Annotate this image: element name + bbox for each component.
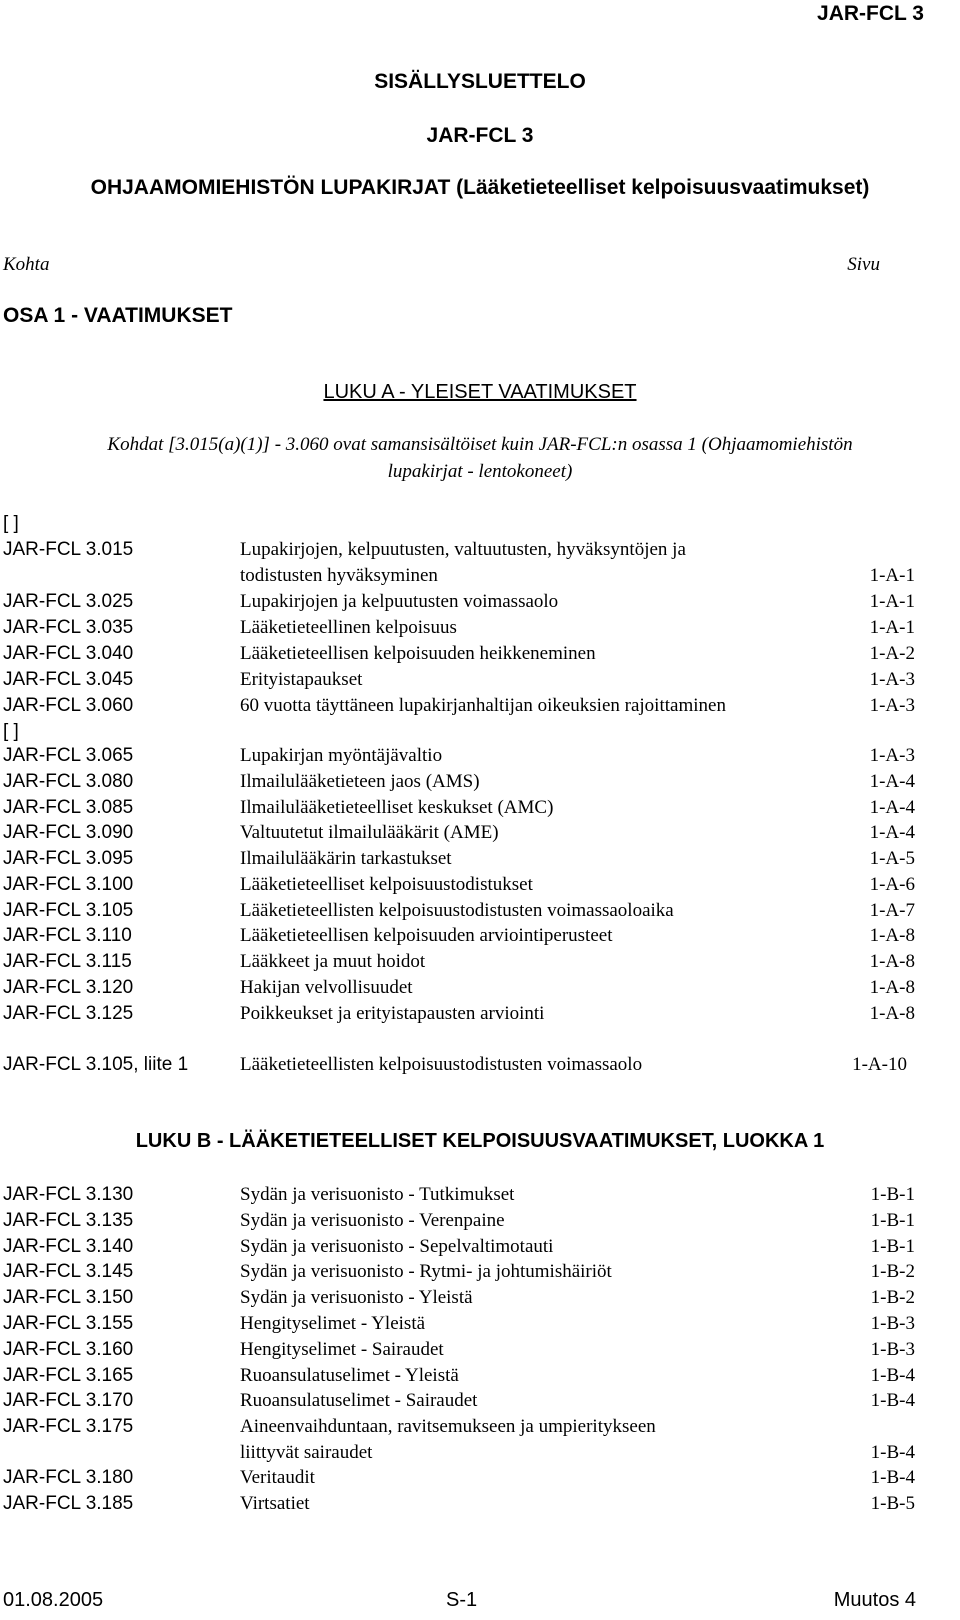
toc-row-code: JAR-FCL 3.045 [3, 668, 134, 690]
toc-row [3, 975, 915, 1001]
toc-row-page: 1-A-10 [852, 1054, 907, 1075]
toc-row-code: JAR-FCL 3.095 [3, 848, 134, 869]
toc-row-continuation [3, 563, 915, 589]
toc-row-page: 1-A-8 [869, 1002, 915, 1024]
toc-row [3, 1337, 915, 1363]
toc-row-description: Aineenvaihduntaan, ravitsemukseen ja umpieritykseen [240, 1416, 656, 1437]
chapter-a-note-line2: lupakirjat - lentokoneet) [387, 461, 573, 482]
toc-row-description: Lääkkeet ja muut hoidot [240, 951, 426, 972]
toc-row-page: 1-B-2 [870, 1261, 915, 1283]
toc-row-description: Lääketieteellisen kelpoisuuden arviointiperusteet [240, 925, 613, 947]
toc-row-page: 1-A-2 [869, 642, 915, 664]
toc-row-description: Sydän ja verisuonisto - Rytmi- ja johtumishäiriöt [240, 1261, 612, 1283]
toc-row [3, 1285, 915, 1311]
toc-row-code: JAR-FCL 3.185 [3, 1493, 134, 1514]
footer-date: 01.08.2005 [3, 1589, 104, 1611]
toc-row-description: Lupakirjan myöntäjävaltio [240, 745, 443, 766]
toc-row-code: JAR-FCL 3.065 [3, 745, 134, 766]
toc-row-code: JAR-FCL 3.180 [3, 1467, 134, 1488]
toc-row [3, 1259, 915, 1285]
toc-row-code: JAR-FCL 3.035 [3, 616, 134, 638]
toc-row-code: JAR-FCL 3.140 [3, 1235, 134, 1257]
toc-row-code: JAR-FCL 3.165 [3, 1364, 134, 1386]
toc-row-page: 1-A-8 [869, 925, 915, 947]
toc-row-code: JAR-FCL 3.115 [3, 951, 132, 972]
toc-row-description: Lupakirjojen, kelpuutusten, valtuutusten, hyväksyntöjen ja [240, 539, 686, 560]
toc-row-code: JAR-FCL 3.105, liite 1 [3, 1054, 189, 1075]
toc-row [3, 846, 915, 872]
toc-row [3, 795, 915, 821]
toc-row-code: JAR-FCL 3.175 [3, 1416, 134, 1437]
toc-row-description: Ilmailulääkärin tarkastukset [240, 848, 452, 869]
toc-row-description: Ilmailulääketieteelliset keskukset (AMC) [240, 796, 554, 818]
toc-row-page: 1-A-3 [869, 668, 915, 690]
toc-title: SISÄLLYSLUETTELO [374, 70, 586, 93]
toc-row-code: JAR-FCL 3.110 [3, 925, 132, 947]
toc-row-code: JAR-FCL 3.120 [3, 976, 134, 998]
toc-row-description: Erityistapaukset [240, 668, 363, 690]
toc-row-page: 1-A-4 [869, 796, 915, 818]
toc-row-description: Veritaudit [240, 1467, 315, 1488]
toc-row-description: Sydän ja verisuonisto - Verenpaine [240, 1209, 505, 1231]
toc-row-page: 1-B-4 [870, 1364, 915, 1386]
toc-row-page: 1-B-4 [870, 1467, 915, 1488]
toc-row-code: JAR-FCL 3.040 [3, 642, 134, 664]
toc-row-description: Hakijan velvollisuudet [240, 976, 413, 998]
toc-row-code: JAR-FCL 3.130 [3, 1184, 134, 1205]
toc-row [3, 898, 915, 924]
toc-row-code: JAR-FCL 3.170 [3, 1390, 134, 1412]
toc-row [3, 1388, 915, 1414]
toc-row-description: Lääketieteellisten kelpoisuustodistusten voimassaoloaika [240, 899, 674, 921]
toc-row [3, 1001, 915, 1027]
toc-row-code: JAR-FCL 3.080 [3, 770, 134, 792]
toc-row-description: Hengityselimet - Yleistä [240, 1313, 426, 1334]
toc-row-code: JAR-FCL 3.090 [3, 822, 134, 844]
toc-row-code: JAR-FCL 3.125 [3, 1002, 134, 1024]
toc-row [3, 537, 915, 563]
toc-row-page: 1-A-1 [869, 616, 915, 638]
toc-row-description: liittyvät sairaudet [240, 1442, 373, 1463]
toc-row-description: Lääketieteellisten kelpoisuustodistusten voimassaolo [240, 1054, 643, 1075]
toc-row-page: 1-A-4 [869, 770, 915, 792]
toc-row-page: 1-A-3 [869, 745, 915, 766]
toc-row-description: Sydän ja verisuonisto - Tutkimukset [240, 1184, 515, 1205]
toc-row-description: Lääketieteellinen kelpoisuus [240, 616, 457, 638]
toc-row [3, 615, 915, 641]
toc-row [3, 1491, 915, 1517]
toc-row-page: 1-B-5 [870, 1493, 915, 1514]
appendix-row [3, 1052, 907, 1078]
toc-row [3, 769, 915, 795]
toc-row [3, 1363, 915, 1389]
omission-bracket: [ ] [3, 513, 19, 534]
toc-row-code: JAR-FCL 3.085 [3, 796, 134, 818]
toc-row-description: Lääketieteellisen kelpoisuuden heikkeneminen [240, 642, 596, 664]
toc-row [3, 1311, 915, 1337]
column-header-kohta: Kohta [3, 254, 50, 275]
toc-row [3, 923, 915, 949]
toc-row-page: 1-A-6 [869, 873, 915, 895]
toc-row-page: 1-B-4 [870, 1442, 915, 1463]
toc-row-page: 1-A-7 [869, 899, 915, 921]
column-header-sivu: Sivu [847, 254, 880, 275]
toc-row [3, 743, 915, 769]
toc-row-code: JAR-FCL 3.025 [3, 591, 134, 612]
toc-row-page: 1-A-1 [869, 591, 915, 612]
toc-row [3, 693, 915, 719]
toc-subtitle: JAR-FCL 3 [426, 124, 534, 147]
toc-row-description: Sydän ja verisuonisto - Yleistä [240, 1287, 473, 1309]
toc-row [3, 1208, 915, 1234]
toc-row-code: JAR-FCL 3.155 [3, 1313, 134, 1334]
toc-row [3, 1234, 915, 1260]
toc-row [3, 949, 915, 975]
toc-row-page: 1-B-2 [870, 1287, 915, 1309]
toc-row-code: JAR-FCL 3.150 [3, 1287, 134, 1309]
toc-row [3, 872, 915, 898]
toc-row-code: JAR-FCL 3.160 [3, 1338, 134, 1360]
toc-row [3, 820, 915, 846]
toc-row [3, 667, 915, 693]
part-heading: OSA 1 - VAATIMUKSET [3, 304, 233, 327]
toc-row-description: Ruoansulatuselimet - Sairaudet [240, 1390, 478, 1412]
chapter-b-heading: LUKU B - LÄÄKETIETEELLISET KELPOISUUSVAATIMUKSET, LUOKKA 1 [135, 1130, 825, 1152]
toc-row [3, 1182, 915, 1208]
toc-row-description: Hengityselimet - Sairaudet [240, 1338, 444, 1360]
toc-row-description: 60 vuotta täyttäneen lupakirjanhaltijan oikeuksien rajoittaminen [240, 694, 726, 716]
toc-row-page: 1-A-4 [869, 822, 915, 844]
toc-row-description: todistusten hyväksyminen [240, 565, 438, 586]
toc-row-page: 1-B-4 [870, 1390, 915, 1412]
toc-row-code: JAR-FCL 3.100 [3, 873, 134, 895]
toc-row-page: 1-A-8 [869, 976, 915, 998]
toc-row-page: 1-A-1 [869, 565, 915, 586]
toc-row-description: Virtsatiet [240, 1493, 310, 1514]
toc-row-code: JAR-FCL 3.060 [3, 694, 134, 716]
chapter-a-heading: LUKU A - YLEISET VAATIMUKSET [323, 381, 637, 403]
header-doc-id: JAR-FCL 3 [817, 2, 924, 25]
toc-row-code: JAR-FCL 3.105 [3, 899, 134, 921]
toc-row-page: 1-B-1 [870, 1235, 915, 1257]
toc-row-description: Lupakirjojen ja kelpuutusten voimassaolo [240, 591, 559, 612]
toc-row [3, 1414, 915, 1440]
toc-row-description: Ruoansulatuselimet - Yleistä [240, 1364, 459, 1386]
document-title: OHJAAMOMIEHISTÖN LUPAKIRJAT (Lääketieteelliset kelpoisuusvaatimukset) [90, 176, 870, 199]
toc-row-page: 1-A-3 [869, 694, 915, 716]
toc-row-code: JAR-FCL 3.135 [3, 1209, 134, 1231]
toc-row [3, 1465, 915, 1491]
toc-row-code: JAR-FCL 3.145 [3, 1261, 134, 1283]
toc-row-description: Lääketieteelliset kelpoisuustodistukset [240, 873, 533, 895]
toc-row [3, 641, 915, 667]
toc-row-page: 1-A-5 [869, 848, 915, 869]
toc-row-description: Sydän ja verisuonisto - Sepelvaltimotauti [240, 1235, 554, 1257]
toc-row [3, 589, 915, 615]
toc-row-page: 1-B-3 [870, 1313, 915, 1334]
toc-row-continuation [3, 1440, 915, 1466]
chapter-a-note-line1: Kohdat [3.015(a)(1)] - 3.060 ovat samansisältöiset kuin JAR-FCL:n osassa 1 (Ohjaamomiehistön [107, 434, 853, 455]
toc-row-code: JAR-FCL 3.015 [3, 539, 134, 560]
toc-row-page: 1-B-1 [870, 1209, 915, 1231]
omission-bracket: [ ] [3, 721, 19, 742]
footer-amendment: Muutos 4 [833, 1589, 916, 1611]
toc-row-page: 1-B-3 [870, 1338, 915, 1360]
footer-page-number: S-1 [446, 1589, 478, 1611]
toc-row-page: 1-B-1 [870, 1184, 915, 1205]
toc-row-description: Valtuutetut ilmailulääkärit (AME) [240, 822, 499, 844]
toc-row-description: Ilmailulääketieteen jaos (AMS) [240, 770, 480, 792]
toc-row-page: 1-A-8 [869, 951, 915, 972]
toc-row-description: Poikkeukset ja erityistapausten arviointi [240, 1002, 545, 1024]
